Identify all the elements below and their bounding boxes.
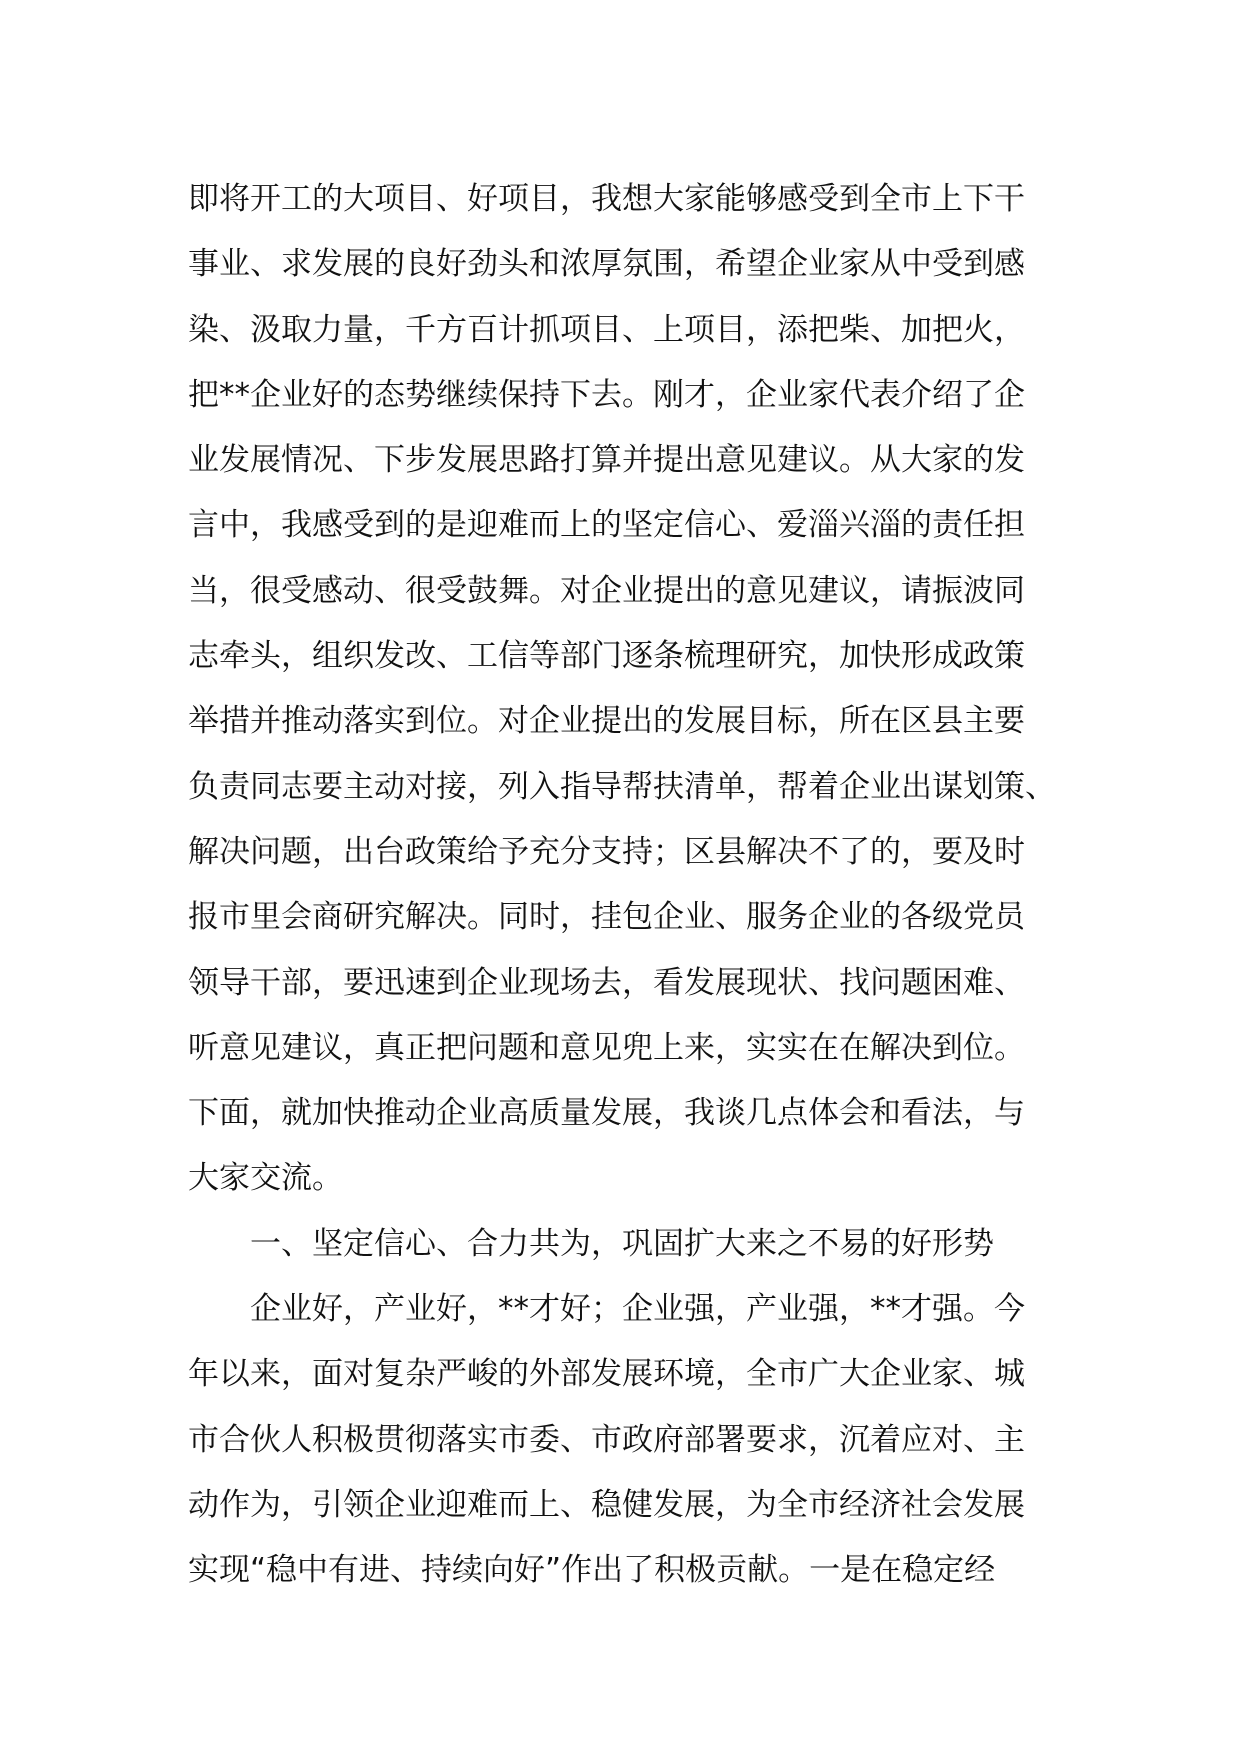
text-line: 染、汲取力量，千方百计抓项目、上项目，添把柴、加把火， — [188, 311, 1025, 348]
text-line: 动作为，引领企业迎难而上、稳健发展，为全市经济社会发展 — [188, 1486, 1025, 1523]
text-line: 把**企业好的态势继续保持下去。刚才，企业家代表介绍了企 — [188, 376, 1025, 413]
text-line: 当，很受感动、很受鼓舞。对企业提出的意见建议，请振波同 — [188, 572, 1025, 609]
text-line: 市合伙人积极贯彻落实市委、市政府部署要求，沉着应对、主 — [188, 1421, 1025, 1458]
text-line: 举措并推动落实到位。对企业提出的发展目标，所在区县主要 — [188, 703, 1025, 740]
section-heading: 一、坚定信心、合力共为，巩固扩大来之不易的好形势 — [250, 1225, 994, 1262]
text-line: 事业、求发展的良好劲头和浓厚氛围，希望企业家从中受到感 — [188, 246, 1025, 283]
text-line: 实现“稳中有进、持续向好”作出了积极贡献。一是在稳定经 — [188, 1552, 996, 1589]
text-line: 报市里会商研究解决。同时，挂包企业、服务企业的各级党员 — [188, 899, 1025, 936]
text-line: 企业好，产业好，**才好；企业强，产业强，**才强。今 — [250, 1291, 1025, 1328]
text-line: 业发展情况、下步发展思路打算并提出意见建议。从大家的发 — [188, 442, 1025, 479]
text-line: 大家交流。 — [188, 1160, 343, 1197]
text-line: 即将开工的大项目、好项目，我想大家能够感受到全市上下干 — [188, 181, 1025, 217]
text-line: 言中，我感受到的是迎难而上的坚定信心、爱淄兴淄的责任担 — [188, 507, 1025, 544]
text-line: 解决问题，出台政策给予充分支持；区县解决不了的，要及时 — [188, 833, 1025, 870]
text-line: 年以来，面对复杂严峻的外部发展环境，全市广大企业家、城 — [188, 1356, 1025, 1393]
text-line: 领导干部，要迅速到企业现场去，看发展现状、找问题困难、 — [188, 964, 1025, 1001]
text-line: 听意见建议，真正把问题和意见兜上来，实实在在解决到位。 — [188, 1029, 1025, 1066]
text-line: 负责同志要主动对接，列入指导帮扶清单，帮着企业出谋划策、 — [188, 768, 1056, 805]
text-line: 下面，就加快推动企业高质量发展，我谈几点体会和看法，与 — [188, 1095, 1025, 1132]
text-line: 志牵头，组织发改、工信等部门逐条梳理研究，加快形成政策 — [188, 638, 1025, 675]
document-body — [188, 167, 1068, 1604]
